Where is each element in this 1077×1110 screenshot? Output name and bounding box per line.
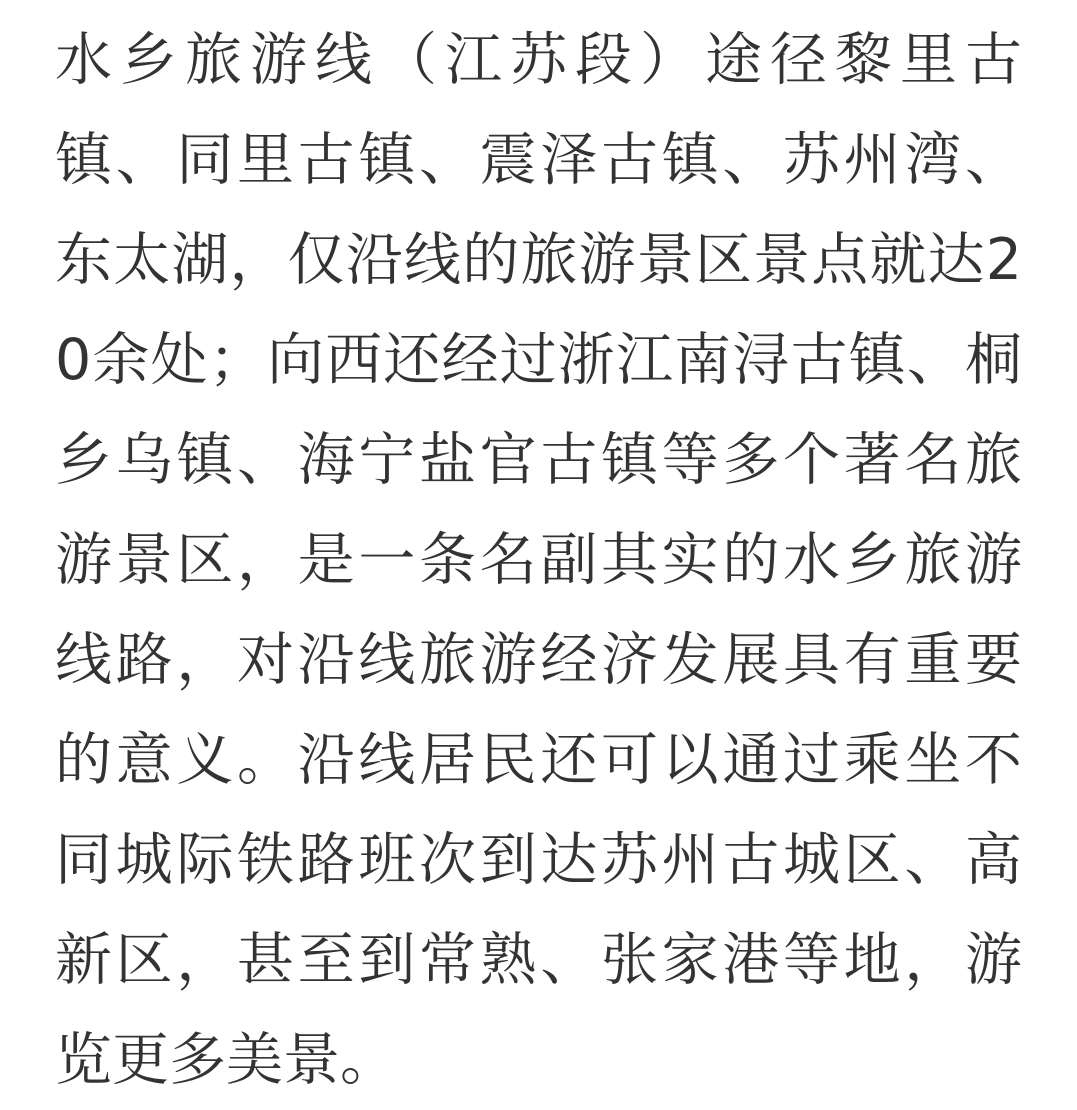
article-paragraph: 水乡旅游线（江苏段）途径黎里古镇、同里古镇、震泽古镇、苏州湾、东太湖，仅沿线的旅游景区景点就达20余处；向西还经过浙江南浔古镇、桐乡乌镇、海宁盐官古镇等多个著名旅游景区，是一条名副其实的水乡旅游线路，对沿线旅游经济发展具有重要的意义。沿线居民还可以通过乘坐不同城际铁路班次到达苏州古城区、高新区，甚至到常熟、张家港等地，游览更多美景。 bbox=[55, 27, 1022, 1093]
